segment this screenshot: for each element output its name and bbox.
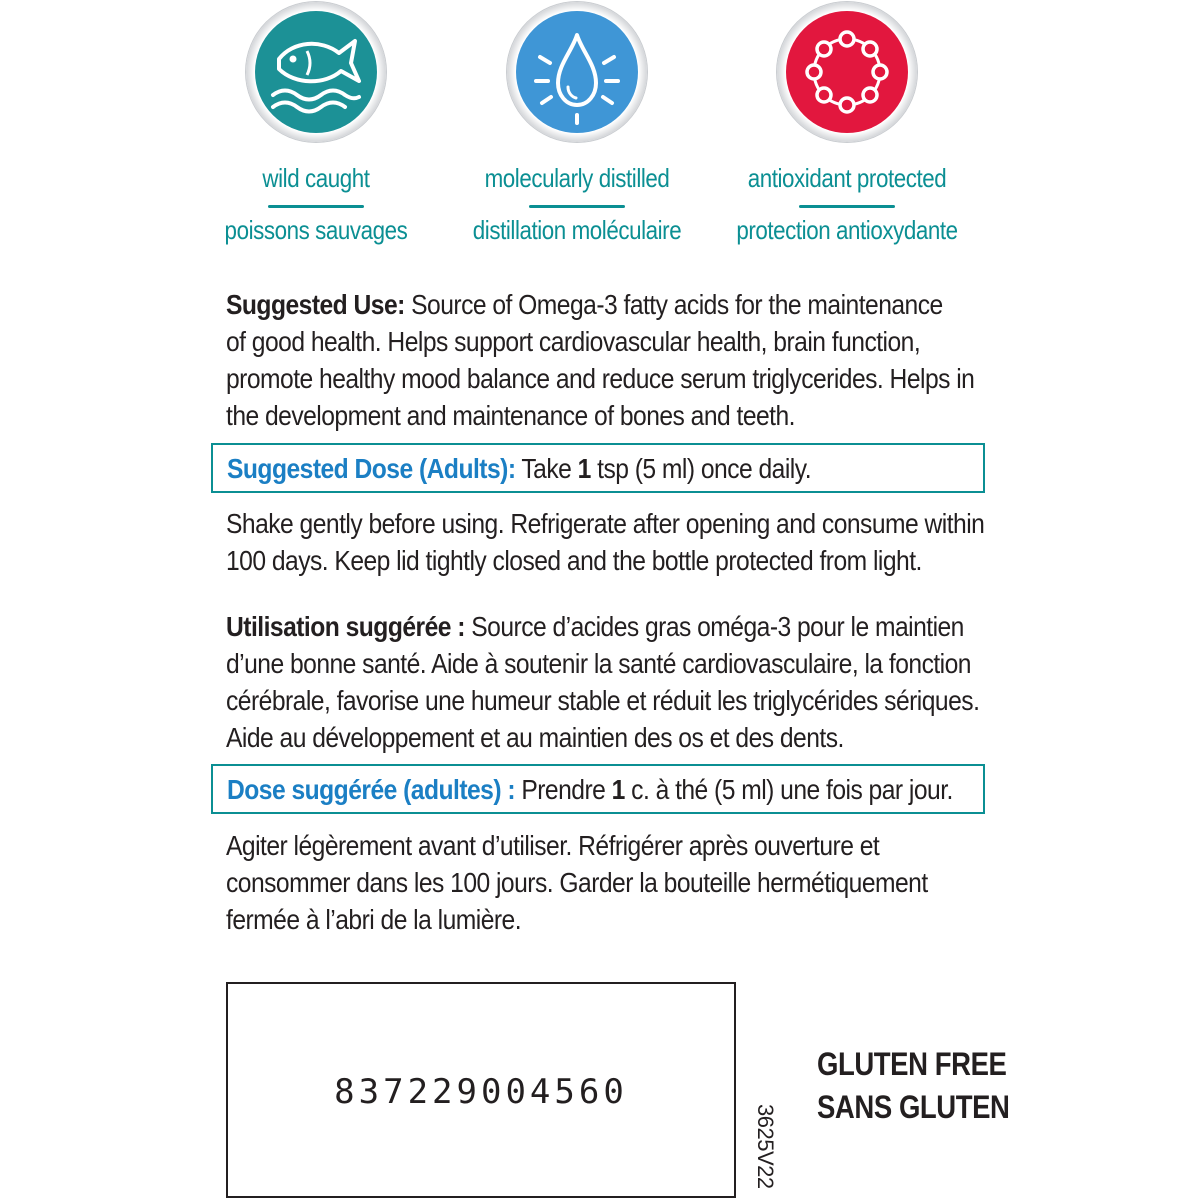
suggested-use-en (226, 286, 975, 434)
dose-text (227, 453, 811, 485)
badge-ring (507, 2, 647, 142)
storage-instructions-en (226, 505, 985, 579)
dose-amount: 1 (611, 774, 625, 805)
suggested-use-label: Utilisation suggérée : (226, 611, 465, 642)
suggested-dose-box-fr (211, 764, 985, 814)
feature-label-fr: protection antioxydante (736, 215, 958, 245)
antioxidant-ring-icon (786, 11, 908, 133)
suggested-use-label: Suggested Use: (226, 289, 405, 320)
text-line: promote healthy mood balance and reduce serum triglycerides. Helps in (226, 363, 975, 394)
divider (268, 205, 364, 208)
barcode-number: 837229004560 (334, 1072, 628, 1112)
text-line: 100 days. Keep lid tightly closed and the bottle protected from light. (226, 545, 922, 576)
text-line (226, 608, 964, 645)
text-span: Prendre (515, 774, 612, 805)
text-line (226, 286, 943, 323)
text-line: fermée à l’abri de la lumière. (226, 904, 522, 935)
badge-ring (777, 2, 917, 142)
feature-label-en: wild caught (262, 163, 370, 193)
text-line: cérébrale, favorise une humeur stable et réduit les triglycérides sériques. (226, 685, 980, 716)
divider (529, 205, 625, 208)
suggested-use-fr (226, 608, 980, 756)
text-line: d’une bonne santé. Aide à soutenir la santé cardiovasculaire, la fonction (226, 648, 971, 679)
dose-label: Dose suggérée (adultes) : (227, 774, 516, 805)
gluten-free-en: GLUTEN FREE (817, 1046, 1007, 1082)
suggested-dose-box-en (211, 443, 985, 493)
text-line: Shake gently before using. Refrigerate after opening and consume within (226, 508, 985, 539)
feature-label-en: molecularly distilled (484, 163, 670, 193)
text-span: Source d’acides gras oméga-3 pour le maintien (464, 611, 964, 642)
feature-label-fr: distillation moléculaire (472, 215, 682, 245)
feature-label-fr: poissons sauvages (224, 215, 408, 245)
badge-ring (246, 2, 386, 142)
gluten-free-fr: SANS GLUTEN (817, 1089, 1010, 1125)
barcode-box (226, 982, 736, 1198)
text-line: consommer dans les 100 jours. Garder la bouteille hermétiquement (226, 867, 928, 898)
text-span: tsp (5 ml) once daily. (590, 453, 812, 484)
text-line: of good health. Helps support cardiovascular health, brain function, (226, 326, 921, 357)
text-line: the development and maintenance of bones and teeth. (226, 400, 795, 431)
storage-instructions-fr (226, 827, 928, 938)
text-line: Aide au développement et au maintien des os et des dents. (226, 722, 844, 753)
dose-text (227, 774, 953, 806)
dose-amount: 1 (577, 453, 591, 484)
divider (799, 205, 895, 208)
fish-icon (255, 11, 377, 133)
feature-icons-row (0, 0, 1200, 260)
text-span: Source of Omega-3 fatty acids for the maintenance (404, 289, 943, 320)
text-line: Agiter légèrement avant d’utiliser. Réfrigérer après ouverture et (226, 830, 880, 861)
water-drop-icon (516, 11, 638, 133)
lot-code: 3625V22 (753, 1104, 778, 1189)
feature-label-en: antioxidant protected (747, 163, 947, 193)
dose-label: Suggested Dose (Adults): (227, 453, 516, 484)
text-span: Take (515, 453, 578, 484)
text-span: c. à thé (5 ml) une fois par jour. (624, 774, 953, 805)
